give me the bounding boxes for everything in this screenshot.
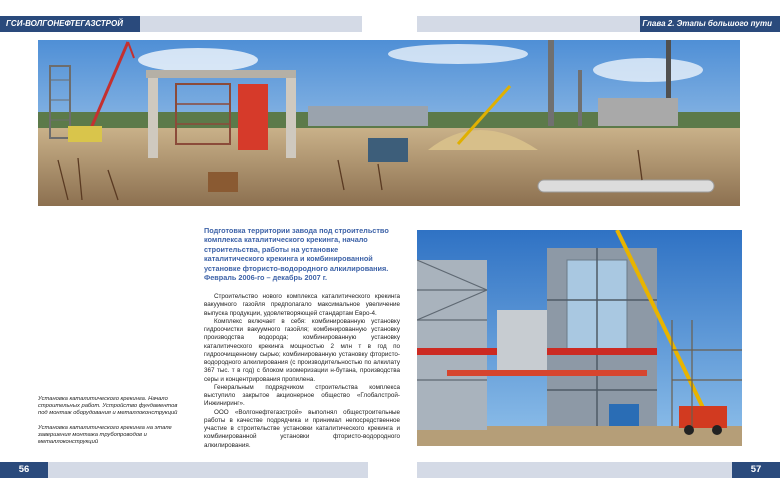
page-number-right: 57 <box>732 462 780 478</box>
section-heading <box>204 226 394 282</box>
body-paragraph: Строительство нового комплекса каталитического крекинга вакуумного газойля предполагало максимальное увеличение выпуска продукции, удовлетворяющей стандартам Евро-4. <box>204 293 400 317</box>
body-paragraph: Генеральным подрядчиком строительства комплекса выступило закрытое акционерное общество «Глобалстрой-Инжиниринг». <box>204 383 400 408</box>
section-date-range: Февраль 2006-го – декабрь 2007 г. <box>204 273 328 283</box>
page-number-left: 56 <box>0 462 48 478</box>
photo-caption-right: Установка каталитического крекинга на этапе завершения монтажа трубопроводов и металлоконструкций <box>38 424 172 446</box>
body-paragraph: ООО «Волгонефтегазстрой» выполнял общестроительные работы в качестве подрядчика и принимал непосредственное участие в строительстве установки каталитического крекинга и комбинированной установки фтористо-водородного алкилирования. <box>204 408 400 449</box>
photo-captions <box>38 396 188 453</box>
body-text <box>204 293 400 450</box>
photo-caption-top: Установка каталитического крекинга. Начало строительных работ. Устройство фундаментов под монтаж оборудования и металлоконструкций <box>38 396 178 417</box>
construction-site-photo <box>38 40 740 206</box>
footer-bar-left-tail <box>48 462 368 478</box>
header-bar-left-tail <box>140 16 362 32</box>
footer-bar-right-tail <box>417 462 732 478</box>
running-header-right: Глава 2. Этапы большого пути <box>640 16 780 32</box>
body-paragraph: Комплекс включает в себя: комбинированную установку гидроочистки вакуумного газойля; комбинированную установку производства водорода; комбинированную установку каталитического крекинга мощностью 2 млн т в год по гидроочищенному сырью; комбинированную установку фтористо-водородного алкилирования (с производительностью по алкилату 367 тыс. т в год) с блоком изомеризации н-бутана, производства серы и концентрирования пропилена. <box>204 317 400 383</box>
header-bar-right-tail <box>417 16 640 32</box>
running-header-left: ГСИ-ВОЛГОНЕФТЕГАЗСТРОЙ <box>0 16 140 32</box>
section-heading-text: Подготовка территории завода под строительство комплекса каталитического крекинга, начало строительства, работы на установке каталитического крекинга и комбинированной установке фтористо-водородного алкилирования. <box>204 226 389 273</box>
steel-structure-photo <box>417 230 742 446</box>
